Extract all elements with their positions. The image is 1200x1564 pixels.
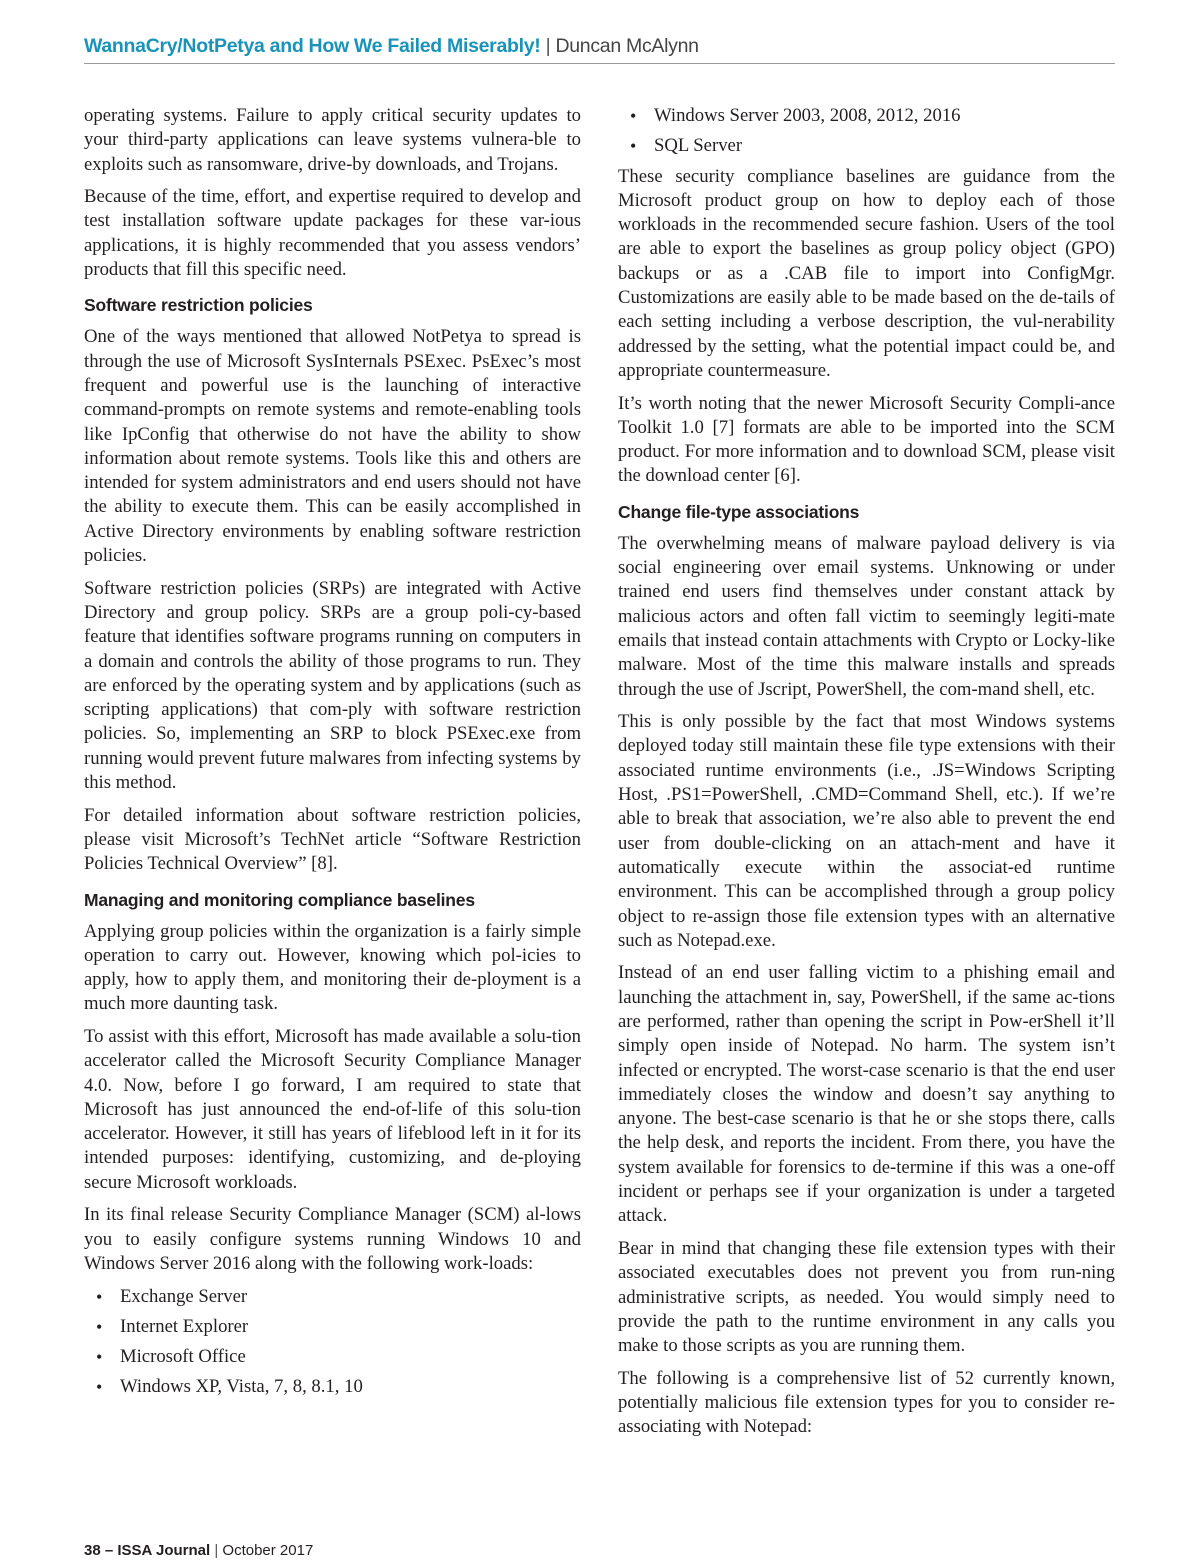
issue-date: October 2017 [222, 1542, 314, 1559]
paragraph: Because of the time, effort, and expertise required to develop and test installation software update packages for these var-ious applications, it is highly recommended that you assess vendors’ products that fill this specific need. [84, 186, 581, 281]
list-item: • Internet Explorer [120, 1315, 581, 1339]
paragraph: Instead of an end user falling victim to a phishing email and launching the attachment in, say, PowerShell, if the same ac-tions are performed, rather than opening the script in Pow-erShell it’ll simply open inside of Notepad. No harm. The system isn’t infected or encrypted. The worst-case scenario is that the end user immediately closes the window and doesn’t say anything to anyone. The best-case scenario is that he or she stops there, calls the help desk, and reports the incident. From there, you have the system available for forensics to de-termine if this was a one-off incident or perhaps see if your organization is under a targeted attack. [618, 962, 1115, 1227]
paragraph: The overwhelming means of malware payload delivery is via social engineering over email systems. Unknowing or under trained end users find themselves under constant attack by malicious actors and often fall victim to seemingly legiti-mate emails that instead contain attachments with Crypto or Locky-like malware. Most of the time this malware installs and spreads through the use of Jscript, PowerShell, the com-mand shell, etc. [618, 532, 1115, 700]
left-column [84, 104, 581, 1406]
footer-separator: | [210, 1542, 223, 1559]
list-item: • Exchange Server [120, 1285, 581, 1309]
article-title: WannaCry/NotPetya and How We Failed Miserably! [84, 35, 541, 57]
paragraph: These security compliance baselines are guidance from the Microsoft product group on how to deploy each of those workloads in the recommended secure fashion. Users of the tool are able to export the baselines as group policy object (GPO) backups or as a .CAB file to import into ConfigMgr. Customizations are easily able to be made based on the de-tails of each setting including a verbose description, the vul-nerability addressed by the setting, what the potential impact could be, and appropriate countermeasure. [618, 165, 1115, 381]
section-heading-software-restriction: Software restriction policies [84, 295, 313, 316]
page-footer [84, 1541, 313, 1561]
running-header [84, 33, 1115, 59]
workload-list-continued [618, 104, 1115, 159]
paragraph: Applying group policies within the organization is a fairly simple operation to carry out. However, knowing which pol-icies to apply, how to apply them, and monitoring their de-ployment is a much more daunting task. [84, 920, 581, 1015]
list-item: • SQL Server [654, 134, 1115, 158]
header-divider [84, 63, 1115, 64]
paragraph: Software restriction policies (SRPs) are integrated with Active Directory and group policy. SRPs are a group poli-cy-based feature that identifies software programs running on computers in a domain and controls the ability of those programs to run. They are enforced by the operating system and by applications (such as scripting applications) that com-ply with software restriction policies. So, implementing an SRP to block PSExec.exe from running would prevent future malwares from infecting systems by this method. [84, 577, 581, 794]
list-item: • Windows XP, Vista, 7, 8, 8.1, 10 [120, 1375, 581, 1399]
section-heading-file-type-associations: Change file-type associations [618, 501, 860, 522]
list-item: • Microsoft Office [120, 1345, 581, 1369]
list-item: • Windows Server 2003, 2008, 2012, 2016 [654, 104, 1115, 128]
page-number-journal: 38 – ISSA Journal [84, 1542, 211, 1559]
paragraph: The following is a comprehensive list of 52 currently known, potentially malicious file extension types for you to consider re-associating with Notepad: [618, 1367, 1115, 1438]
paragraph: Bear in mind that changing these file extension types with their associated executables does not prevent you from run-ning administrative scripts, as needed. You would simply need to provide the path to the runtime environment in any calls you make to those scripts as you are running them. [618, 1237, 1115, 1357]
paragraph: One of the ways mentioned that allowed NotPetya to spread is through the use of Microsoft SysInternals PSExec. PsExec’s most frequent and powerful use is the launching of interactive command-prompts on remote systems and remote-enabling tools like IpConfig that otherwise do not have the ability to show information about remote systems. Tools like this and others are intended for system administrators and end users should not have the ability to execute them. This can be easily accomplished in Active Directory environments by enabling software restriction policies. [84, 326, 581, 567]
header-separator: | [540, 35, 556, 57]
right-column [618, 104, 1115, 1448]
workload-list [84, 1285, 581, 1400]
paragraph: This is only possible by the fact that most Windows systems deployed today still maintain these file type extensions with their associated runtime environments (i.e., .JS=Windows Scripting Host, .PS1=PowerShell, .CMD=Command Shell, etc.). If we’re able to break that association, we’re also able to prevent the end user from double-clicking on an attach-ment and have it automatically execute within the associat-ed runtime environment. This can be accomplished through a group policy object to re-assign those file extension types with an alternative such as Notepad.exe. [618, 711, 1115, 951]
author-name: Duncan McAlynn [555, 35, 699, 57]
paragraph: operating systems. Failure to apply critical security updates to your third-party applications can leave systems vulnera-ble to exploits such as ransomware, drive-by downloads, and Trojans. [84, 105, 581, 175]
paragraph: In its final release Security Compliance Manager (SCM) al-lows you to easily configure systems running Windows 10 and Windows Server 2016 along with the following work-loads: [84, 1204, 581, 1274]
section-heading-compliance-baselines: Managing and monitoring compliance baselines [84, 889, 475, 910]
paragraph: To assist with this effort, Microsoft has made available a solu-tion accelerator called the Microsoft Security Compliance Manager 4.0. Now, before I go forward, I am required to state that Microsoft has just announced the end-of-life of this solu-tion accelerator. However, it still has years of lifeblood left in it for its intended purposes: identifying, customizing, and de-ploying secure Microsoft workloads. [84, 1025, 581, 1193]
paragraph: For detailed information about software restriction policies, please visit Microsoft’s TechNet article “Software Restriction Policies Technical Overview” [8]. [84, 804, 581, 875]
paragraph: It’s worth noting that the newer Microsoft Security Compli-ance Toolkit 1.0 [7] formats are able to be imported into the SCM product. For more information and to download SCM, please visit the download center [6]. [618, 392, 1115, 487]
